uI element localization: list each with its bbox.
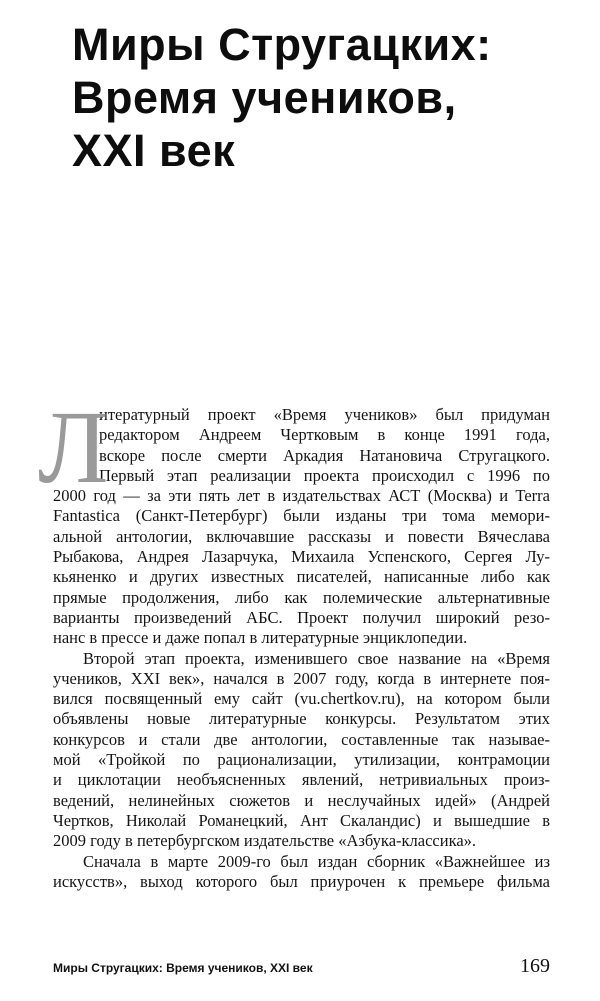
text-line: 2000 год — за эти пять лет в издательствах АСТ (Москва) и Terra (53, 486, 550, 506)
text-line: Первый этап реализации проекта происходил с 1996 по (99, 465, 550, 485)
text-line: ведений, нелинейных сюжетов и неслучайных идей» (Андрей (53, 790, 550, 810)
text-line: искусств», выход которого был приурочен к премьере фильма (53, 871, 550, 891)
paragraph-1 (53, 405, 550, 649)
text-line: вскоре после смерти Аркадия Натановича Стругацкого. (99, 445, 550, 465)
text-line: итературный проект «Время учеников» был придуман (99, 405, 550, 424)
text-line: прямые продолжения, либо как полемические альтернативные (53, 587, 550, 607)
text-line: Чертков, Николай Романецкий, Ант Скаландис) и вышедшие в (53, 810, 550, 830)
chapter-title (72, 18, 492, 177)
title-line: XXI век (72, 125, 236, 176)
running-footer-title: Миры Стругацких: Время учеников, XXI век (53, 961, 313, 975)
paragraph-2 (53, 649, 550, 852)
body-text (38, 390, 550, 892)
text-line: вился посвященный ему сайт (vu.chertkov.ru), на котором были (53, 689, 550, 709)
page-number: 169 (520, 955, 550, 977)
text-line: объявлены новые литературные конкурсы. Результатом этих (53, 709, 550, 729)
text-line: и циклотации необъясненных явлений, нетривиальных произ- (53, 770, 550, 790)
text-line: варианты произведений АБС. Проект получил широкий резо- (53, 607, 550, 627)
text-line: Fantastica (Санкт-Петербург) были изданы три тома мемори- (53, 506, 550, 526)
text-line: учеников, XXI век», начался в 2007 году, когда в интернете поя- (53, 668, 550, 688)
title-line: Миры Стругацких: (72, 19, 492, 70)
text-line: нанс в прессе и даже попал в литературные энциклопедии. (53, 628, 468, 648)
text-line: Второй этап проекта, изменившего свое название на «Время (83, 648, 550, 668)
drop-cap: Л (38, 390, 109, 505)
text-line: мой «Тройкой по рационализации, утилизации, контрамоции (53, 750, 550, 770)
text-line: 2009 году в петербургском издательстве «Азбука-классика». (53, 831, 477, 851)
text-line: редактором Андреем Чертковым в конце 1991 года, (99, 425, 550, 445)
text-line: кьяненко и других известных писателей, написанные либо как (53, 567, 550, 587)
title-line: Время учеников, (72, 72, 457, 123)
paragraph-3 (53, 852, 550, 893)
text-line: альной антологии, включавшие рассказы и повести Вячеслава (53, 526, 550, 546)
text-line: конкурсов и стали две антологии, составленные так называе- (53, 729, 550, 749)
text-line: Рыбакова, Андрея Лазарчука, Михаила Успенского, Сергея Лу- (53, 547, 550, 567)
text-line: Сначала в марте 2009-го был издан сборник «Важнейшее из (83, 851, 550, 871)
